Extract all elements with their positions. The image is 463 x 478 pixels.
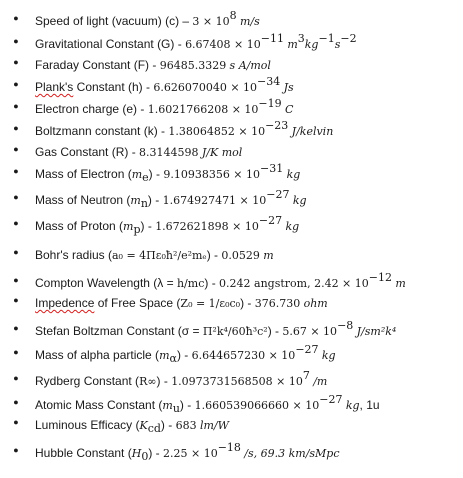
constant-unit: kg: [345, 399, 360, 412]
constant-name: Mass of Electron (: [35, 167, 132, 181]
bullet-icon: ●: [13, 79, 19, 89]
constant-name-end: ) -: [160, 418, 176, 432]
constant-exponent: −31: [260, 162, 284, 175]
constant-value: 1.672621898 × 10: [155, 220, 259, 233]
constant-value: 8.3144598: [139, 146, 199, 159]
constant-symbol-subscript: α: [169, 352, 177, 365]
constant-text: [35, 248, 274, 263]
constant-text: [35, 214, 300, 236]
constant-name: Speed of light (vacuum) (c) –: [35, 14, 193, 28]
constant-exponent: −27: [266, 188, 290, 201]
constant-unit-exponent: −2: [340, 32, 357, 45]
bullet-icon: ●: [13, 144, 19, 154]
bullet-icon: ●: [13, 275, 19, 285]
constant-name: Mass of alpha particle (: [35, 348, 160, 362]
constant-name: of Free Space (: [94, 296, 181, 310]
constant-exponent: −8: [337, 319, 354, 332]
constant-symbol: m: [159, 349, 170, 362]
constant-formula: a₀ = 4Πε₀ħ²/e²mₑ: [112, 249, 207, 262]
constant-symbol: m: [131, 168, 143, 181]
constant-unit: kg: [321, 349, 336, 362]
constant-value: 96485.3329: [159, 59, 227, 72]
constant-exponent: −27: [258, 214, 283, 227]
constant-value: 683: [175, 419, 197, 432]
constant-exponent: −23: [265, 119, 289, 132]
constant-unit: J/K mol: [201, 146, 243, 159]
constant-text: [35, 296, 328, 311]
constant-name: Bohr's radius (: [35, 248, 112, 262]
constant-value: 376.730: [254, 297, 301, 310]
constant-symbol-subscript: cd: [147, 422, 161, 435]
constant-text: [35, 58, 271, 73]
constant-unit: kg: [292, 194, 307, 207]
constant-value: 6.644657230 × 10: [191, 349, 296, 362]
constant-text: [35, 188, 307, 210]
constant-symbol-subscript: 0: [141, 450, 149, 463]
constant-name: Boltzmann constant (k) -: [35, 124, 169, 138]
constant-text: [35, 369, 328, 389]
constant-name: Constant (h) -: [73, 80, 154, 94]
constant-exponent: −34: [257, 75, 281, 88]
constant-name-end: ) -: [204, 276, 220, 290]
constant-name: Faraday Constant (F) -: [35, 58, 160, 72]
constant-name-flagged: Impedence: [35, 296, 95, 310]
constant-value: 1.674927471 × 10: [162, 194, 267, 207]
constant-name-end: ) -: [147, 193, 163, 207]
constant-name: Stefan Boltzman Constant (σ =: [35, 324, 203, 338]
constant-name-end: ) -: [176, 348, 192, 362]
bullet-icon: ●: [13, 445, 19, 455]
constant-value: 5.67 × 10: [282, 325, 338, 338]
constant-symbol-subscript: e: [142, 171, 149, 184]
constant-symbol: m: [123, 220, 134, 233]
constant-name-end: ) -: [267, 324, 283, 338]
constant-symbol: m: [162, 399, 173, 412]
constant-text: [35, 441, 340, 463]
constant-value: 9.10938356 × 10: [163, 168, 261, 181]
constant-unit: m: [263, 249, 274, 262]
constant-value: 6.626070040 × 10: [153, 81, 258, 94]
constant-value: 1.660539066660 × 10: [194, 399, 320, 412]
bullet-icon: ●: [13, 417, 19, 427]
constant-text: [35, 393, 380, 415]
constant-name: Gravitational Constant (G) -: [35, 37, 186, 51]
constant-unit: J/sm²k⁴: [356, 325, 397, 338]
constant-name: Luminous Efficacy (: [35, 418, 140, 432]
constant-name-end: ) -: [156, 374, 172, 388]
constant-formula: Π²k⁴/60ħ³c²: [202, 325, 268, 338]
bullet-icon: ●: [13, 323, 19, 333]
constant-exponent: −27: [319, 393, 343, 406]
bullet-icon: ●: [13, 57, 19, 67]
constant-name-end: ) -: [148, 167, 164, 181]
constant-text: [35, 119, 334, 139]
bullet-icon: ●: [13, 218, 19, 228]
constant-value: 3 × 10: [192, 15, 230, 28]
bullet-icon: ●: [13, 192, 19, 202]
bullet-icon: ●: [13, 166, 19, 176]
constant-symbol: m: [130, 194, 141, 207]
constant-exponent: −19: [258, 97, 282, 110]
constant-exponent: 8: [229, 9, 237, 22]
constant-symbol-subscript: p: [133, 223, 141, 236]
constant-unit: C: [284, 103, 294, 116]
constant-value: 1.0973731568508 × 10: [171, 375, 303, 388]
constant-text: [35, 418, 229, 433]
constant-text: [35, 97, 294, 117]
constant-value: 0.242 angstrom, 2.42 × 10: [219, 277, 369, 290]
constant-symbol: H: [131, 447, 142, 460]
bullet-icon: ●: [13, 101, 19, 111]
constant-exponent: −12: [368, 271, 392, 284]
constant-unit: m/s: [239, 15, 260, 28]
constant-text: [35, 319, 397, 339]
constant-text: [35, 271, 406, 291]
constant-unit: /m: [313, 375, 328, 388]
constant-name-end: ) -: [140, 219, 156, 233]
constant-name: Mass of Proton (: [35, 219, 124, 233]
constant-unit: kg: [286, 168, 301, 181]
constant-unit: lm/W: [199, 419, 229, 432]
constant-exponent: −27: [295, 343, 319, 356]
constant-name-end: ) -: [240, 296, 255, 310]
constant-unit-exponent: 3: [297, 32, 305, 45]
bullet-icon: ●: [13, 13, 19, 23]
constant-formula: R∞: [139, 375, 157, 388]
bullet-icon: ●: [13, 123, 19, 133]
bullet-icon: ●: [13, 397, 19, 407]
constant-exponent: −11: [260, 32, 284, 45]
constant-name-end: ) -: [179, 398, 195, 412]
constant-exponent: −18: [217, 441, 241, 454]
constant-formula: Z₀ = 1/ε₀c₀: [180, 297, 241, 310]
constant-symbol: K: [139, 419, 148, 432]
constant-unit: s A/mol: [229, 59, 271, 72]
constant-symbol-subscript: n: [140, 197, 148, 210]
constant-name: Compton Wavelength (λ =: [35, 276, 177, 290]
constant-text: [35, 9, 260, 29]
constant-name: Rydberg Constant (: [35, 374, 140, 388]
constant-name-flagged: Plank's: [35, 80, 74, 94]
constant-unit: ohm: [303, 297, 328, 310]
constant-unit: /s, 69.3 km/sMpc: [244, 447, 340, 460]
constant-unit: J/kelvin: [291, 125, 334, 138]
constant-unit: kg: [285, 220, 300, 233]
constant-name-end: ) -: [148, 446, 163, 460]
constant-unit: kg: [304, 38, 319, 51]
constant-text: [35, 162, 301, 184]
bullet-icon: ●: [13, 247, 19, 257]
bullet-icon: ●: [13, 373, 19, 383]
constant-text: [35, 145, 242, 160]
constant-unit-exponent: −1: [318, 32, 335, 45]
constant-value: 1.6021766208 × 10: [147, 103, 259, 116]
constant-value: 0.0529: [221, 249, 260, 262]
constant-formula: h/mc: [176, 277, 205, 290]
constant-unit: m: [395, 277, 406, 290]
constant-name: Hubble Constant (: [35, 446, 132, 460]
constant-text: [35, 75, 294, 95]
constant-exponent: 7: [302, 369, 310, 382]
bullet-icon: ●: [13, 36, 19, 46]
bullet-icon: ●: [13, 295, 19, 305]
constant-name: Mass of Neutron (: [35, 193, 131, 207]
constant-symbol-subscript: u: [172, 402, 180, 415]
constant-value: 2.25 × 10: [163, 447, 218, 460]
constant-unit: Js: [283, 81, 294, 94]
constant-name: Electron charge (e) -: [35, 102, 148, 116]
constant-unit: m: [287, 38, 298, 51]
constant-tail: , 1u: [359, 398, 380, 412]
constant-name: Atomic Mass Constant (: [35, 398, 163, 412]
constant-name: Gas Constant (R) -: [35, 145, 140, 159]
constant-unit: s: [334, 38, 341, 51]
constant-text: [35, 343, 336, 365]
constant-value: 1.38064852 × 10: [168, 125, 266, 138]
constant-text: [35, 32, 357, 52]
constant-value: 6.67408 × 10: [185, 38, 261, 51]
bullet-icon: ●: [13, 347, 19, 357]
constant-name-end: ) -: [206, 248, 222, 262]
